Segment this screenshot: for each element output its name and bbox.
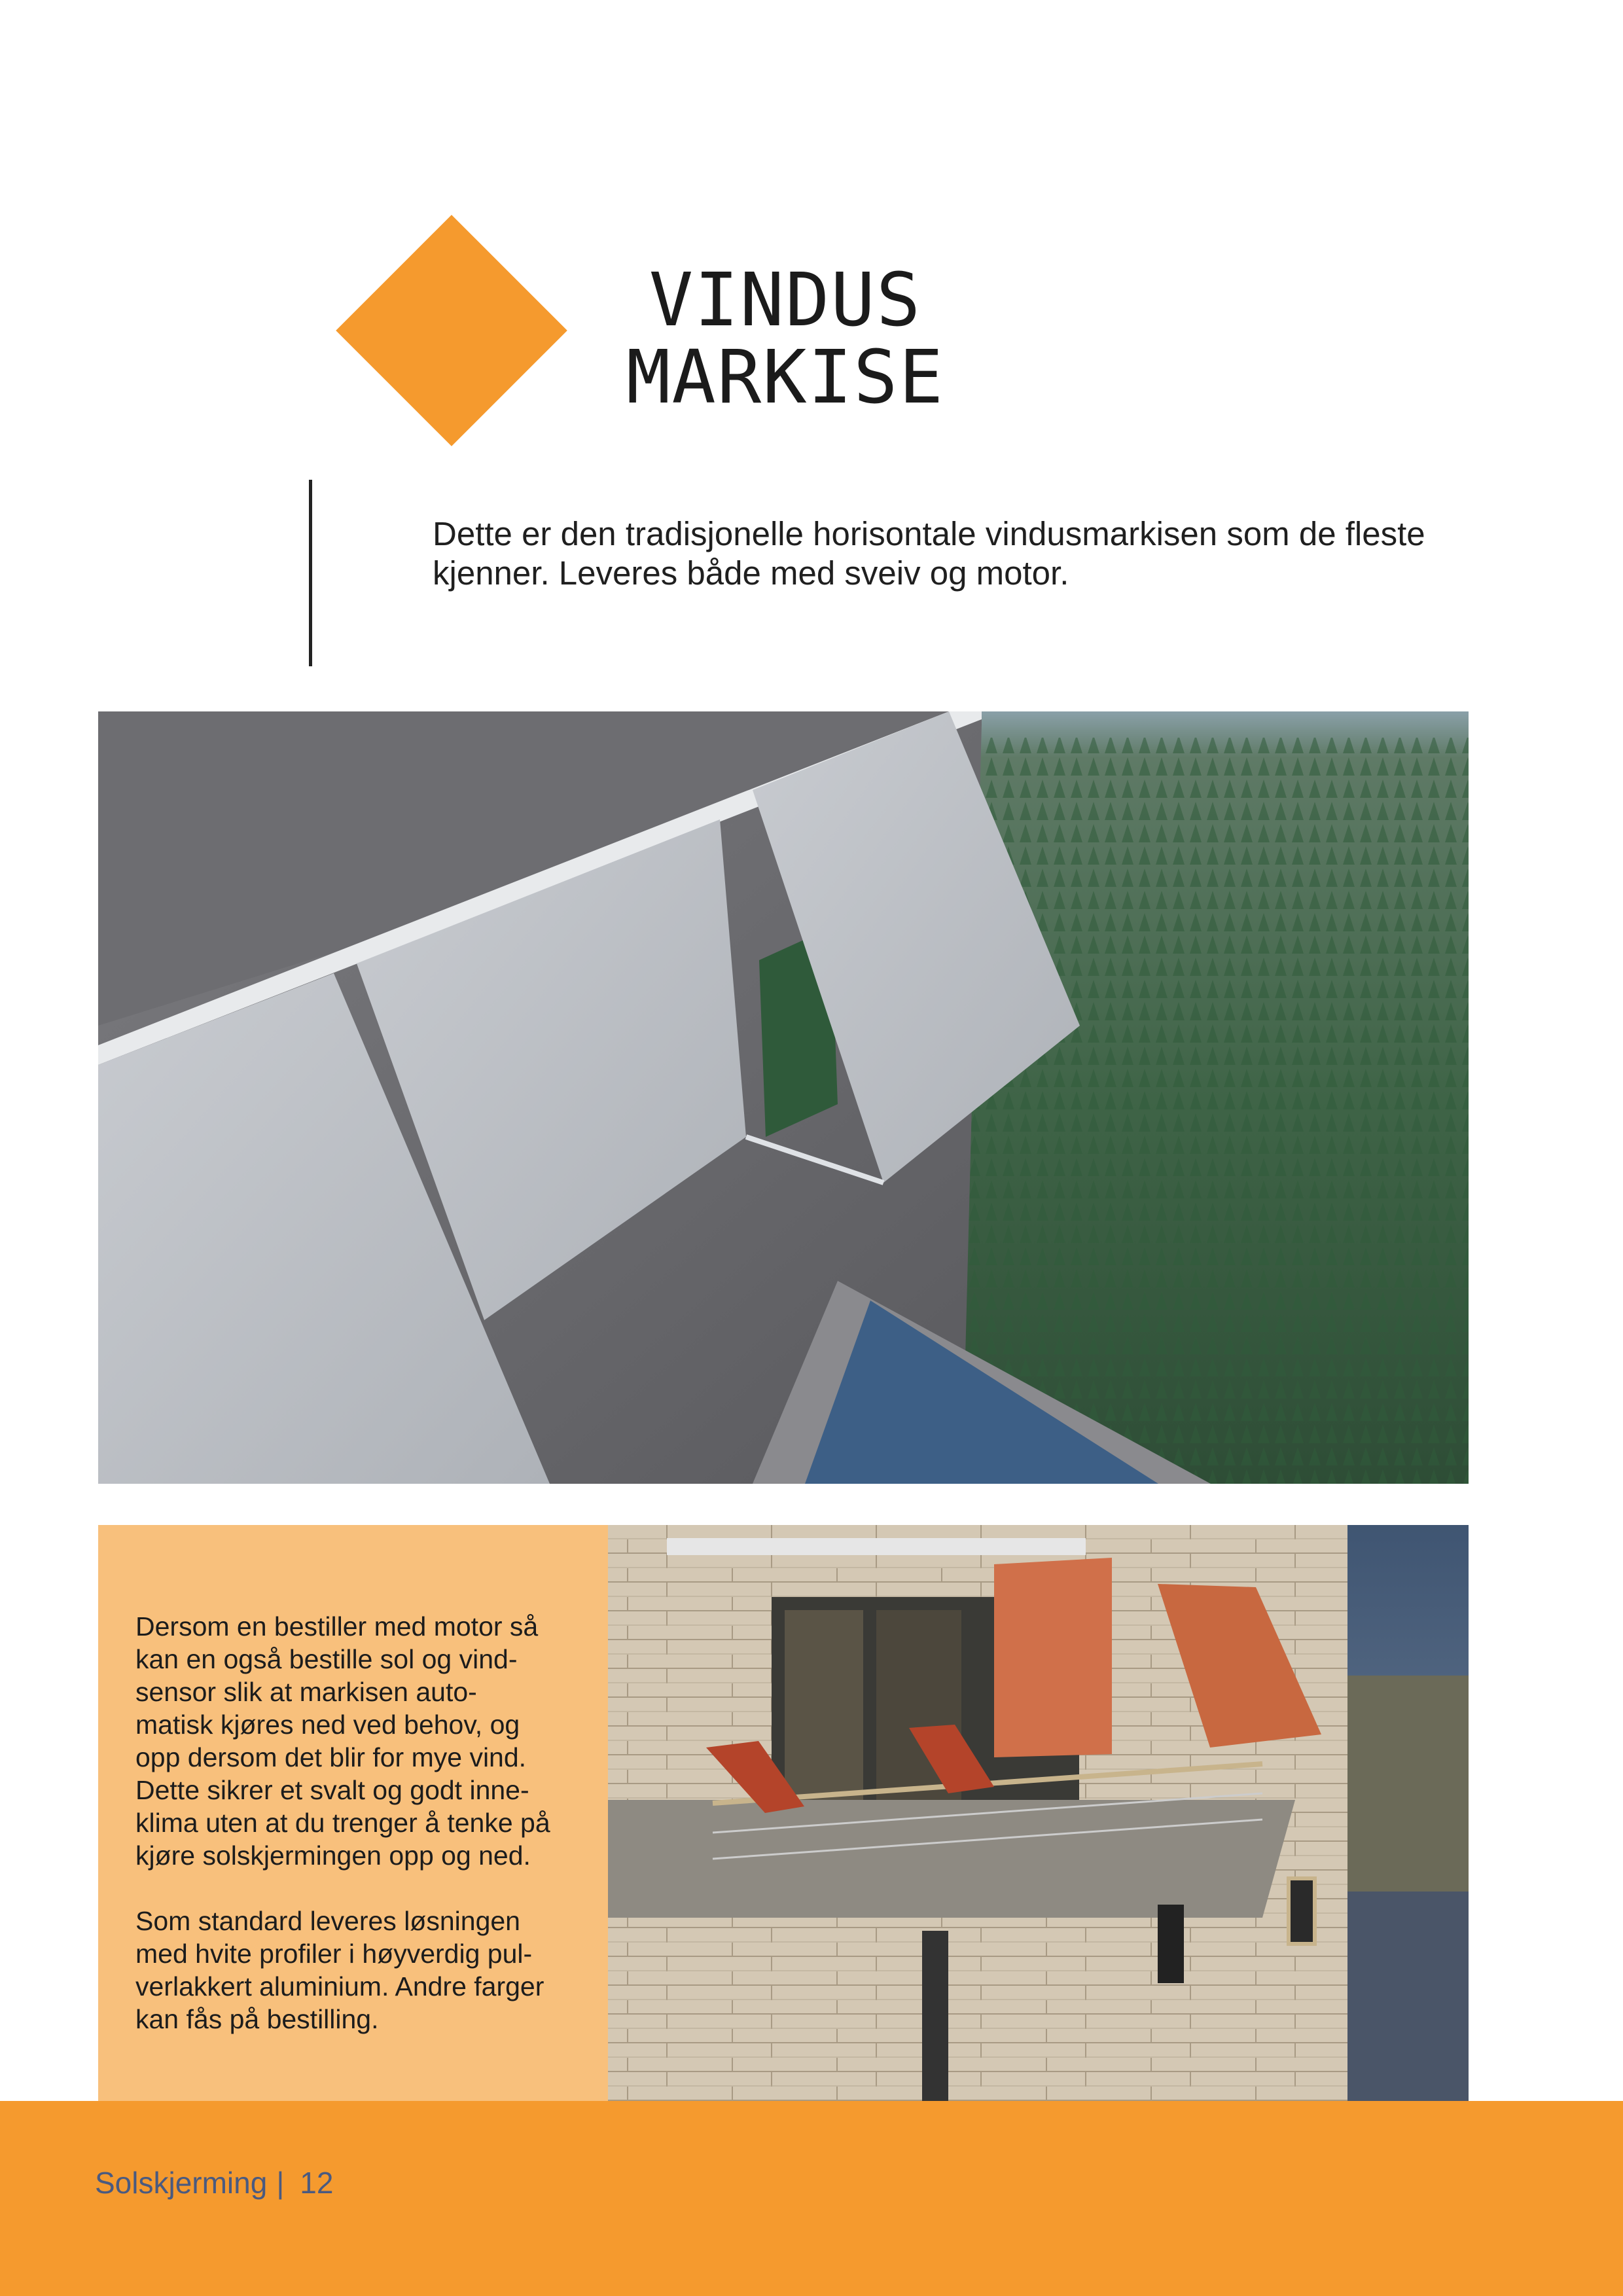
info-paragraph-1: Dersom en bestiller med motor så kan en også bestille sol og vind- sensor slik at markisen auto- matisk kjøres ned ved behov, og opp dersom det blir for mye vind. Dette sikrer et svalt og godt inne- klima uten at du trenger å tenke på kjøre solskjermingen opp og ned. bbox=[135, 1611, 550, 1871]
info-text bbox=[135, 1610, 594, 2068]
page-number: 12 bbox=[300, 2166, 334, 2200]
footer-separator: | bbox=[276, 2166, 285, 2200]
title-line-2: MARKISE bbox=[626, 335, 944, 420]
footer-section: Solskjerming bbox=[95, 2166, 268, 2200]
awning-forest-illustration bbox=[98, 711, 1469, 1484]
footer-text bbox=[95, 2165, 333, 2200]
footer-bar bbox=[0, 2101, 1623, 2296]
intro-text: Dette er den tradisjonelle horisontale vindusmarkisen som de fleste kjenner. Leveres både med sveiv og motor. bbox=[433, 515, 1425, 592]
info-box bbox=[98, 1525, 608, 2101]
title-line-1: VINDUS bbox=[649, 258, 922, 343]
orange-diamond-logo bbox=[336, 215, 567, 446]
terrace-awning-photo bbox=[608, 1525, 1469, 2101]
divider-line bbox=[309, 480, 312, 666]
page-title bbox=[576, 258, 995, 420]
info-paragraph-2: Som standard leveres løsningen med hvite profiler i høyverdig pul- verlakkert aluminium. Andre farger kan fås på bestilling. bbox=[135, 1906, 544, 2034]
awning-forest-photo bbox=[98, 711, 1469, 1484]
terrace-awning-illustration bbox=[608, 1525, 1469, 2101]
